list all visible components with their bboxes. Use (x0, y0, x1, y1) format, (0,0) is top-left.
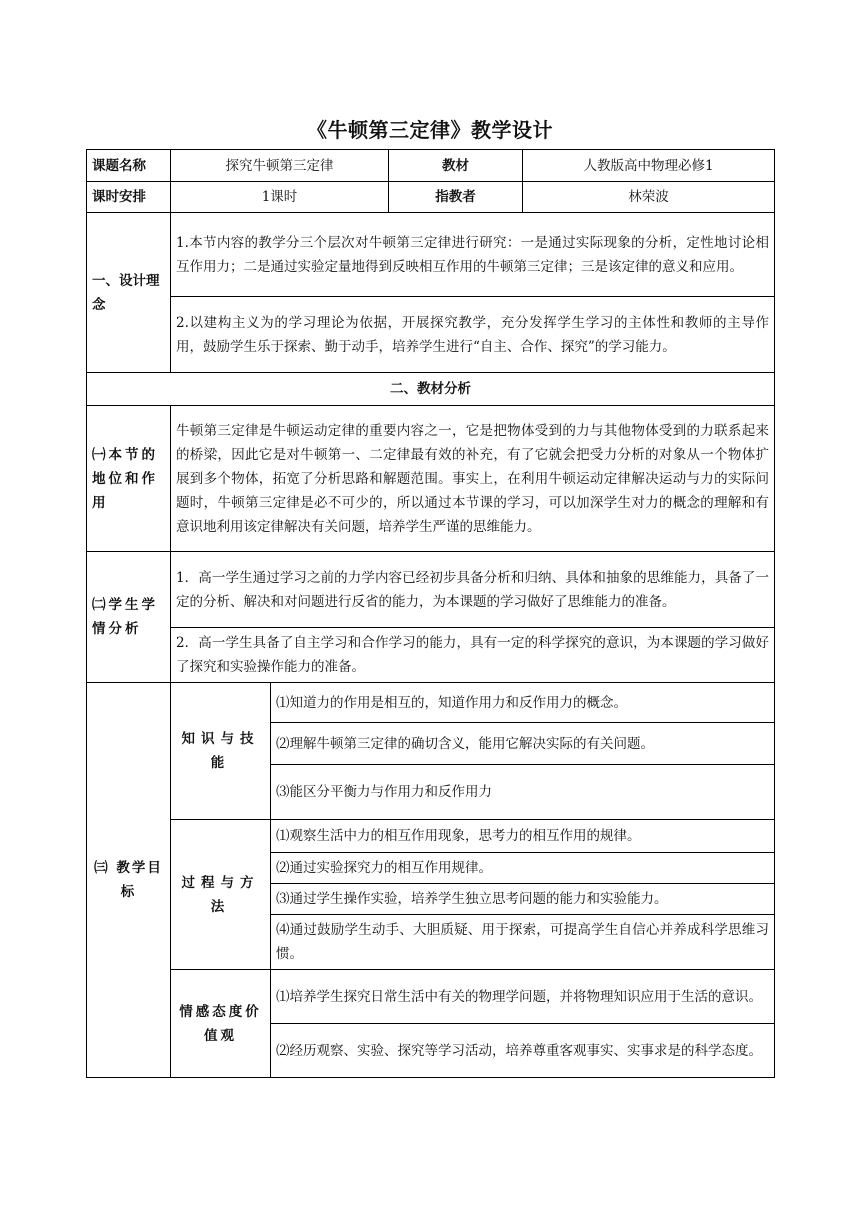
knowledge-goal-1: ⑴知道力的作用是相互的，知道作用力和反作用力的概念。 (271, 683, 775, 723)
table-row (87, 373, 775, 406)
table-row (87, 683, 775, 723)
table-row (87, 213, 775, 297)
student-analysis-label: ㈡学生学情分析 (87, 552, 171, 683)
design-concept-label: 一、设计理念 (87, 213, 171, 373)
textbook-value: 人教版高中物理必修1 (523, 150, 775, 182)
instructor-label: 指教者 (389, 182, 523, 213)
design-concept-paragraph-1: 1.本节内容的教学分三个层次对牛顿第三定律进行研究：一是通过实际现象的分析，定性地讨论相互作用力；二是通过实验定量地得到反映相互作用的牛顿第三定律；三是该定律的意义和应用。 (171, 213, 775, 297)
table-row (87, 182, 775, 213)
table-row (87, 970, 775, 1024)
table-row (87, 150, 775, 182)
position-role-text: 牛顿第三定律是牛顿运动定律的重要内容之一，它是把物体受到的力与其他物体受到的力联系起来的桥梁，因此它是对牛顿第一、二定律最有效的补充，有了它就会把受力分析的对象从一个物体扩展到多个物体，拓宽了分析思路和解题范围。事实上，在利用牛顿运动定律解决运动与力的实际问题时，牛顿第三定律是必不可少的，所以通过本节课的学习，可以加深学生对力的概念的理解和有意识地利用该定律解决有关问题，培养学生严谨的思维能力。 (171, 406, 775, 552)
schedule-label: 课时安排 (87, 182, 171, 213)
knowledge-goal-3: ⑶能区分平衡力与作用力和反作用力 (271, 765, 775, 820)
design-concept-paragraph-2: 2.以建构主义为的学习理论为依据，开展探究教学，充分发挥学生学习的主体性和教师的主导作用，鼓励学生乐于探索、勤于动手，培养学生进行“自主、合作、探究”的学习能力。 (171, 297, 775, 373)
student-analysis-paragraph-2: 2．高一学生具备了自主学习和合作学习的能力，具有一定的科学探究的意识，为本课题的学习做好了探究和实验操作能力的准备。 (171, 628, 775, 683)
process-goal-2: ⑵通过实验探究力的相互作用规律。 (271, 853, 775, 884)
student-analysis-paragraph-1: 1．高一学生通过学习之前的力学内容已经初步具备分析和归纳、具体和抽象的思维能力，具备了一定的分析、解决和对问题进行反省的能力，为本课题的学习做好了思维能力的准备。 (171, 552, 775, 628)
teaching-goals-label: ㈢ 教学目标 (87, 683, 171, 1078)
document-title: 《牛顿第三定律》教学设计 (307, 118, 553, 142)
process-goal-1: ⑴观察生活中力的相互作用现象，思考力的相互作用的规律。 (271, 820, 775, 853)
table-row (87, 406, 775, 552)
lesson-plan-table (86, 149, 775, 1078)
emotion-goal-2: ⑵经历观察、实验、探究等学习活动，培养尊重客观事实、实事求是的科学态度。 (271, 1024, 775, 1078)
table-row (87, 628, 775, 683)
table-row (87, 297, 775, 373)
process-goal-3: ⑶通过学生操作实验，培养学生独立思考问题的能力和实验能力。 (271, 884, 775, 915)
schedule-value: 1课时 (171, 182, 389, 213)
emotion-goal-1: ⑴培养学生探究日常生活中有关的物理学问题，并将物理知识应用于生活的意识。 (271, 970, 775, 1024)
process-method-label: 过程与方法 (171, 820, 271, 970)
textbook-label: 教材 (389, 150, 523, 182)
table-row (87, 552, 775, 628)
course-name-label: 课题名称 (87, 150, 171, 182)
knowledge-goal-2: ⑵理解牛顿第三定律的确切含义，能用它解决实际的有关问题。 (271, 723, 775, 765)
table-row (87, 820, 775, 853)
knowledge-skills-label: 知识与技能 (171, 683, 271, 820)
position-role-label: ㈠本节的地位和作用 (87, 406, 171, 552)
section-heading-textbook-analysis: 二、教材分析 (87, 373, 775, 406)
instructor-value: 林荣波 (523, 182, 775, 213)
emotion-values-label: 情感态度价值观 (171, 970, 271, 1078)
process-goal-4: ⑷通过鼓励学生动手、大胆质疑、用于探索，可提高学生自信心并养成科学思维习惯。 (271, 915, 775, 970)
course-name-value: 探究牛顿第三定律 (171, 150, 389, 182)
